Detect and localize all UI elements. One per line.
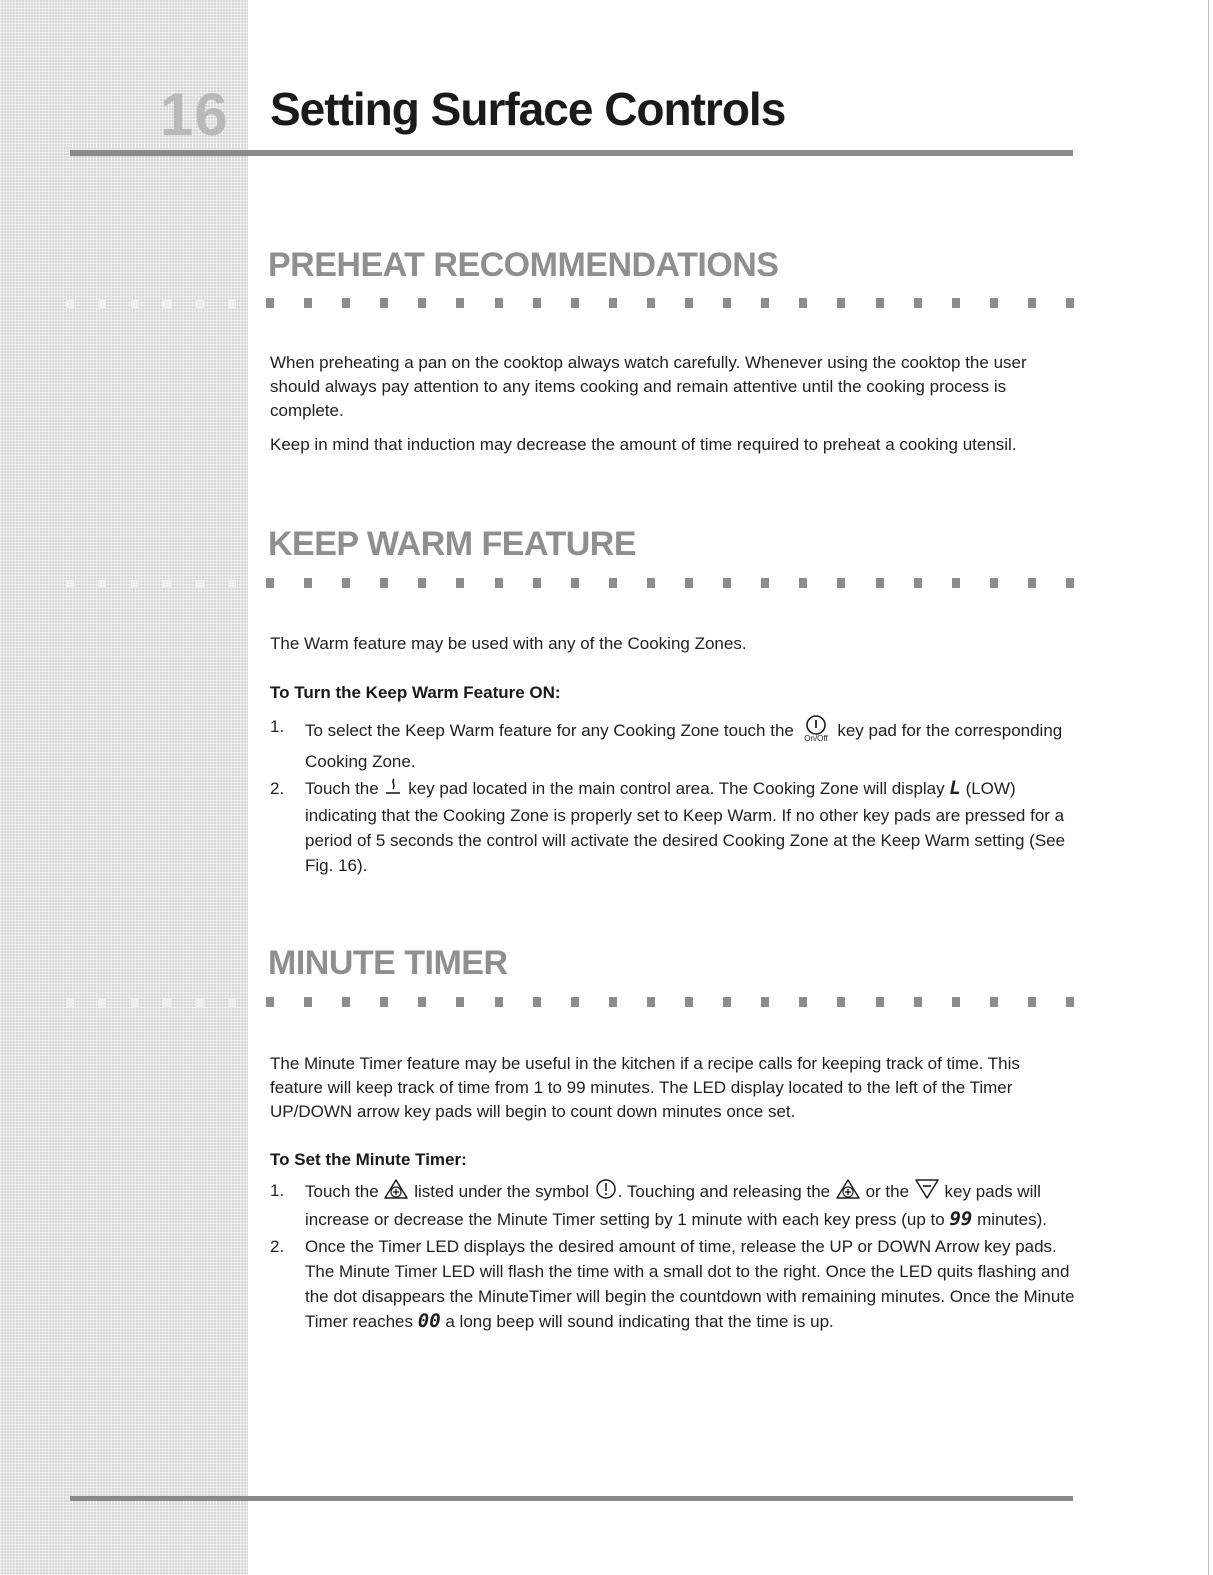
step-text: key pads will increase or decrease the Minute Timer setting by 1 minute with each key press (up to: [305, 1181, 1041, 1229]
up-arrow-icon: [383, 1178, 409, 1207]
step-text: key pad for the corresponding Cooking Zone.: [305, 720, 1063, 771]
heading-keep-warm: KEEP WARM FEATURE: [268, 525, 637, 563]
step-text: a long beep will sound indicating that the time is up.: [445, 1312, 834, 1331]
step-text: To select the Keep Warm feature for any Cooking Zone touch the: [305, 720, 794, 740]
timer-icon: [594, 1178, 618, 1207]
minute-timer-steps: [270, 1178, 1075, 1336]
step-text: (LOW) indicating that the Cooking Zone is properly set to Keep Warm. If no other key pads are pressed for a period of 5 seconds the control will activate the desired Cooking Zone at the Keep Warm setting (See Fig. 16).: [305, 779, 1066, 876]
preheat-paragraph-1: When preheating a pan on the cooktop always watch carefully. Whenever using the cooktop the user should always pay attention to any items cooking and remain attentive until the cooking process is complete.: [270, 353, 1027, 420]
heading-preheat: PREHEAT RECOMMENDATIONS: [268, 246, 779, 284]
header-rule: [70, 150, 1073, 156]
dot-divider: [266, 578, 1074, 588]
list-item: [270, 776, 1075, 878]
low-display-symbol: L: [949, 777, 961, 799]
side-dots: [66, 999, 236, 1007]
minute-timer-subhead: To Set the Minute Timer:: [270, 1150, 467, 1169]
step-text: key pad located in the main control area. The Cooking Zone will display: [408, 779, 945, 798]
step-number: 2.: [270, 1237, 285, 1256]
step-text: Touch the: [305, 1181, 379, 1201]
keep-warm-icon: [383, 776, 403, 803]
step-text: Touch the: [305, 779, 379, 798]
preheat-paragraph-2: Keep in mind that induction may decrease the amount of time required to preheat a cooking utensil.: [270, 435, 1017, 454]
side-dots: [66, 580, 236, 588]
side-dots: [66, 300, 236, 308]
list-item: [270, 714, 1075, 774]
step-number: 1.: [270, 1181, 285, 1200]
minute-timer-intro: The Minute Timer feature may be useful in the kitchen if a recipe calls for keeping track of time. This feature will keep track of time from 1 to 99 minutes. The LED display located to the left of the Timer UP/DOWN arrow key pads will begin to count down minutes once set.: [270, 1054, 1020, 1121]
list-item: [270, 1234, 1075, 1334]
keep-warm-subhead: To Turn the Keep Warm Feature ON:: [270, 683, 561, 702]
keep-warm-steps: [270, 714, 1075, 880]
step-text: minutes).: [977, 1210, 1047, 1229]
list-item: [270, 1178, 1075, 1232]
step-number: 2.: [270, 779, 285, 798]
zero-display-value: 00: [417, 1310, 441, 1332]
heading-minute-timer: MINUTE TIMER: [268, 944, 508, 982]
footer-rule: [70, 1496, 1073, 1501]
step-text: listed under the symbol: [414, 1181, 590, 1201]
page-title: Setting Surface Controls: [270, 83, 786, 135]
page-edge-line: [1208, 0, 1209, 1575]
step-text: Once the Timer LED displays the desired amount of time, release the UP or DOWN Arrow key pads. The Minute Timer LED will flash the time with a small dot to the right. Once the LED quits flashing and the dot disappears the MinuteTimer will begin the countdown with remaining minutes. Once the Minute Timer reaches: [305, 1237, 1075, 1331]
dot-divider: [266, 997, 1074, 1007]
power-icon: [799, 714, 833, 749]
step-text: . Touching and releasing the: [617, 1181, 831, 1201]
page-number: 16: [160, 81, 229, 148]
dot-divider: [266, 298, 1074, 308]
up-arrow-icon: [835, 1178, 861, 1207]
keep-warm-intro: The Warm feature may be used with any of the Cooking Zones.: [270, 634, 747, 653]
onoff-label: On/Off: [803, 734, 828, 742]
step-number: 1.: [270, 717, 285, 736]
step-text: or the: [865, 1181, 910, 1201]
sidebar-pattern: [0, 0, 248, 1575]
max-display-value: 99: [949, 1208, 973, 1230]
down-arrow-icon: [914, 1178, 940, 1207]
